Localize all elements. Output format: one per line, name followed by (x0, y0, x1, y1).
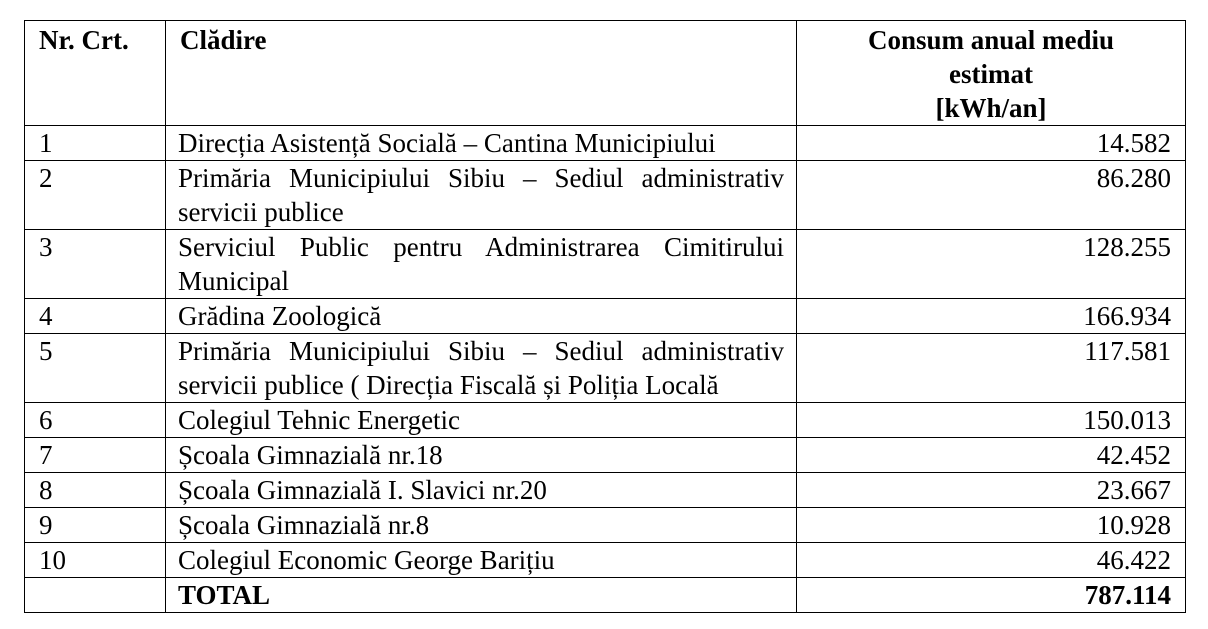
table-header-row (25, 21, 1186, 126)
table-row (25, 161, 1186, 230)
row-nr: 3 (25, 230, 166, 299)
row-value: 23.667 (797, 473, 1186, 508)
row-value: 117.581 (797, 334, 1186, 403)
row-nr: 4 (25, 299, 166, 334)
row-building: Serviciul Public pentru Administrarea Cimitirului Municipal (166, 230, 797, 299)
row-value: 128.255 (797, 230, 1186, 299)
row-value: 150.013 (797, 403, 1186, 438)
total-label: TOTAL (166, 578, 797, 613)
table-row (25, 334, 1186, 403)
table-row (25, 508, 1186, 543)
row-building: Direcția Asistență Socială – Cantina Municipiului (166, 126, 797, 161)
table-row (25, 230, 1186, 299)
row-value: 46.422 (797, 543, 1186, 578)
header-nr: Nr. Crt. (25, 21, 166, 126)
row-nr: 10 (25, 543, 166, 578)
row-building: Colegiul Economic George Barițiu (166, 543, 797, 578)
row-value: 14.582 (797, 126, 1186, 161)
table-row (25, 299, 1186, 334)
row-building: Școala Gimnazială nr.8 (166, 508, 797, 543)
table-row (25, 126, 1186, 161)
header-consumption (797, 21, 1186, 126)
row-nr: 8 (25, 473, 166, 508)
row-nr: 9 (25, 508, 166, 543)
row-nr: 7 (25, 438, 166, 473)
header-consumption-unit: [kWh/an] (935, 93, 1047, 123)
table-row (25, 473, 1186, 508)
table-row (25, 438, 1186, 473)
table-total-row (25, 578, 1186, 613)
row-value: 42.452 (797, 438, 1186, 473)
row-nr: 5 (25, 334, 166, 403)
total-value: 787.114 (797, 578, 1186, 613)
row-building: Colegiul Tehnic Energetic (166, 403, 797, 438)
row-building: Primăria Municipiului Sibiu – Sediul administrativ servicii publice (166, 161, 797, 230)
row-nr: 2 (25, 161, 166, 230)
total-nr-empty (25, 578, 166, 613)
header-consumption-line2: estimat (949, 59, 1033, 89)
header-consumption-line1: Consum anual mediu (867, 25, 1115, 55)
row-value: 10.928 (797, 508, 1186, 543)
table-row (25, 543, 1186, 578)
row-building: Primăria Municipiului Sibiu – Sediul administrativ servicii publice ( Direcția Fiscală și Poliția Locală (166, 334, 797, 403)
row-building: Școala Gimnazială I. Slavici nr.20 (166, 473, 797, 508)
row-value: 166.934 (797, 299, 1186, 334)
row-nr: 1 (25, 126, 166, 161)
row-building: Grădina Zoologică (166, 299, 797, 334)
row-value: 86.280 (797, 161, 1186, 230)
row-building: Școala Gimnazială nr.18 (166, 438, 797, 473)
table-row (25, 403, 1186, 438)
row-nr: 6 (25, 403, 166, 438)
consumption-table (24, 20, 1186, 613)
header-building: Clădire (166, 21, 797, 126)
